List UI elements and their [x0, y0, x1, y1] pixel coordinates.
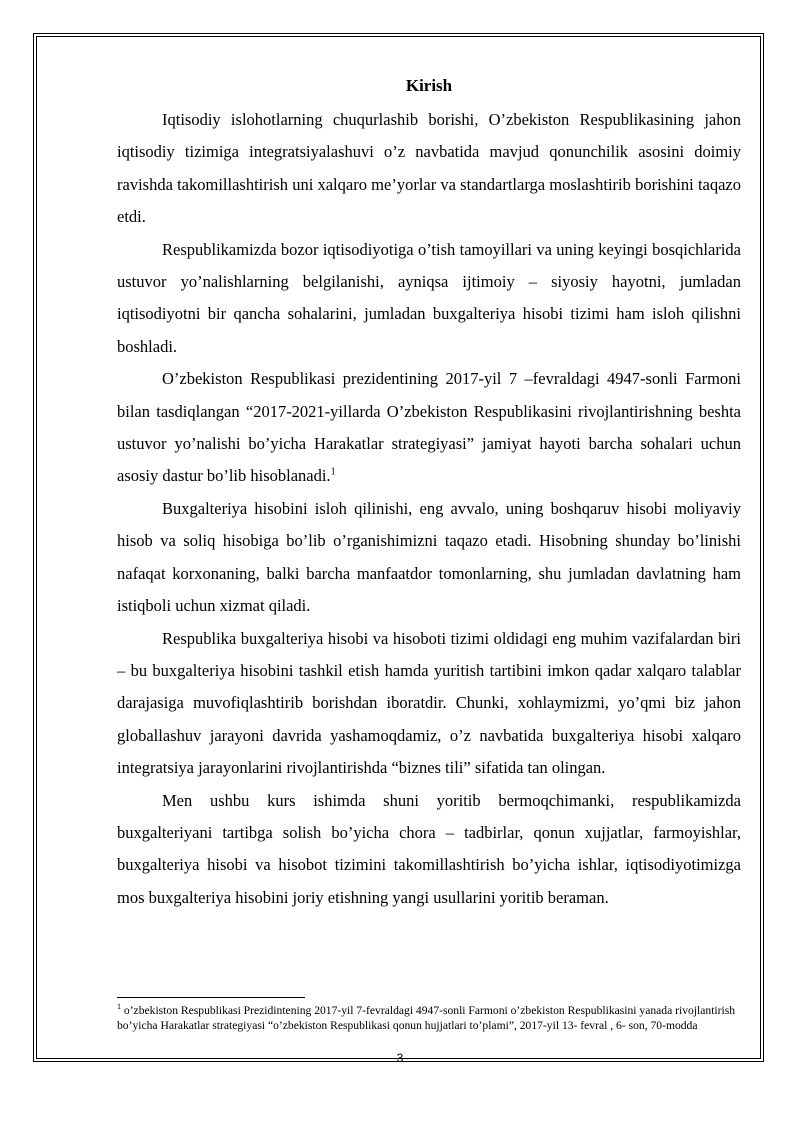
paragraph-5	[117, 623, 741, 785]
footnote-text: o’zbekiston Respublikasi Prezidintening 2017-yil 7-fevraldagi 4947-sonli Farmoni o’zbekiston Respublikasini yanada rivojlantirish bo’yicha Harakatlar strategiyasi “o’zbekiston Respublikasi qonun hujjatlari to’plami”, 2017-yil 13- fevral , 6- son, 70-modda	[117, 1004, 736, 1032]
paragraph-3	[117, 363, 741, 493]
paragraph-text: Men ushbu kurs ishimda shuni yoritib bermoqchimanki, respublikamizda buxgalteriyani tartibga solish bo’yicha chora – tadbirlar, qonun xujjatlar, farmoyishlar, buxgalteriya hisobi va hisobot tizimini takomillashtirish bo’yicha ishlar, iqtisodiyotimizga mos buxgalteriya hisobini joriy etishning yangi usullarini yoritib beraman.	[117, 790, 741, 907]
paragraph-text: O’zbekiston Respublikasi prezidentining 2017-yil 7 –fevraldagi 4947-sonli Farmoni bilan tasdiqlangan “2017-2021-yillarda O’zbekiston Respublikasini rivojlantirishning beshta ustuvor yo’nalishi bo’yicha Harakatlar strategiyasi” jamiyat hayoti barcha sohalari uchun asosiy dastur bo’lib hisoblanadi.	[117, 369, 741, 486]
page-number: 3	[396, 1051, 404, 1065]
paragraph-text: Iqtisodiy islohotlarning chuqurlashib borishi, O’zbekiston Respublikasining jahon iqtisodiy tizimiga integratsiyalashuvi o’z navbatida mavjud qonunchilik asosini doimiy ravishda takomillashtirish uni xalqaro me’yorlar va standartlarga moslashtirib borishini taqazo etdi.	[117, 110, 741, 227]
paragraph-text: Respublika buxgalteriya hisobi va hisoboti tizimi oldidagi eng muhim vazifalardan biri – bu buxgalteriya hisobini tashkil etish hamda yuritish tartibini imkon qadar xalqaro talablar darajasiga muvofiqlashtirib borishdan iboratdir. Chunki, xohlaymizmi, yo’qmi biz jahon globallashuv jarayoni davrida yashamoqdamiz, o’z navbatida buxgalteriya hisobi xalqaro integratsiya jarayonlarini rivojlantirishda “biznes tili” sifatida tan olingan.	[117, 628, 741, 778]
paragraph-text: Respublikamizda bozor iqtisodiyotiga o’tish tamoyillari va uning keyingi bosqichlarida ustuvor yo’nalishlarning belgilanishi, ayniqsa ijtimoiy – siyosiy hayotni, jumladan iqtisodiyotni bir qancha sohalarini, jumladan buxgalteriya hisobi tizimi ham isloh qilishni boshladi.	[117, 239, 741, 356]
footnote-reference[interactable]: 1	[330, 466, 336, 478]
footnote	[117, 1003, 741, 1033]
paragraph-4	[117, 493, 741, 623]
paragraph-6	[117, 785, 741, 915]
paragraph-1	[117, 104, 741, 234]
section-title: Kirish	[405, 76, 453, 95]
footnote-marker: 1	[117, 1002, 121, 1012]
footnote-separator	[117, 997, 305, 998]
paragraph-text: Buxgalteriya hisobini isloh qilinishi, eng avvalo, uning boshqaruv hisobi moliyaviy hisob va soliq hisobiga bo’lib o’rganishimizni taqazo etadi. Hisobning shunday bo’linishi nafaqat korxonaning, balki barcha manfaatdor tomonlarning, shu jumladan davlatning ham istiqboli uchun xizmat qiladi.	[117, 498, 741, 616]
document-body	[117, 76, 741, 914]
paragraph-2	[117, 234, 741, 364]
